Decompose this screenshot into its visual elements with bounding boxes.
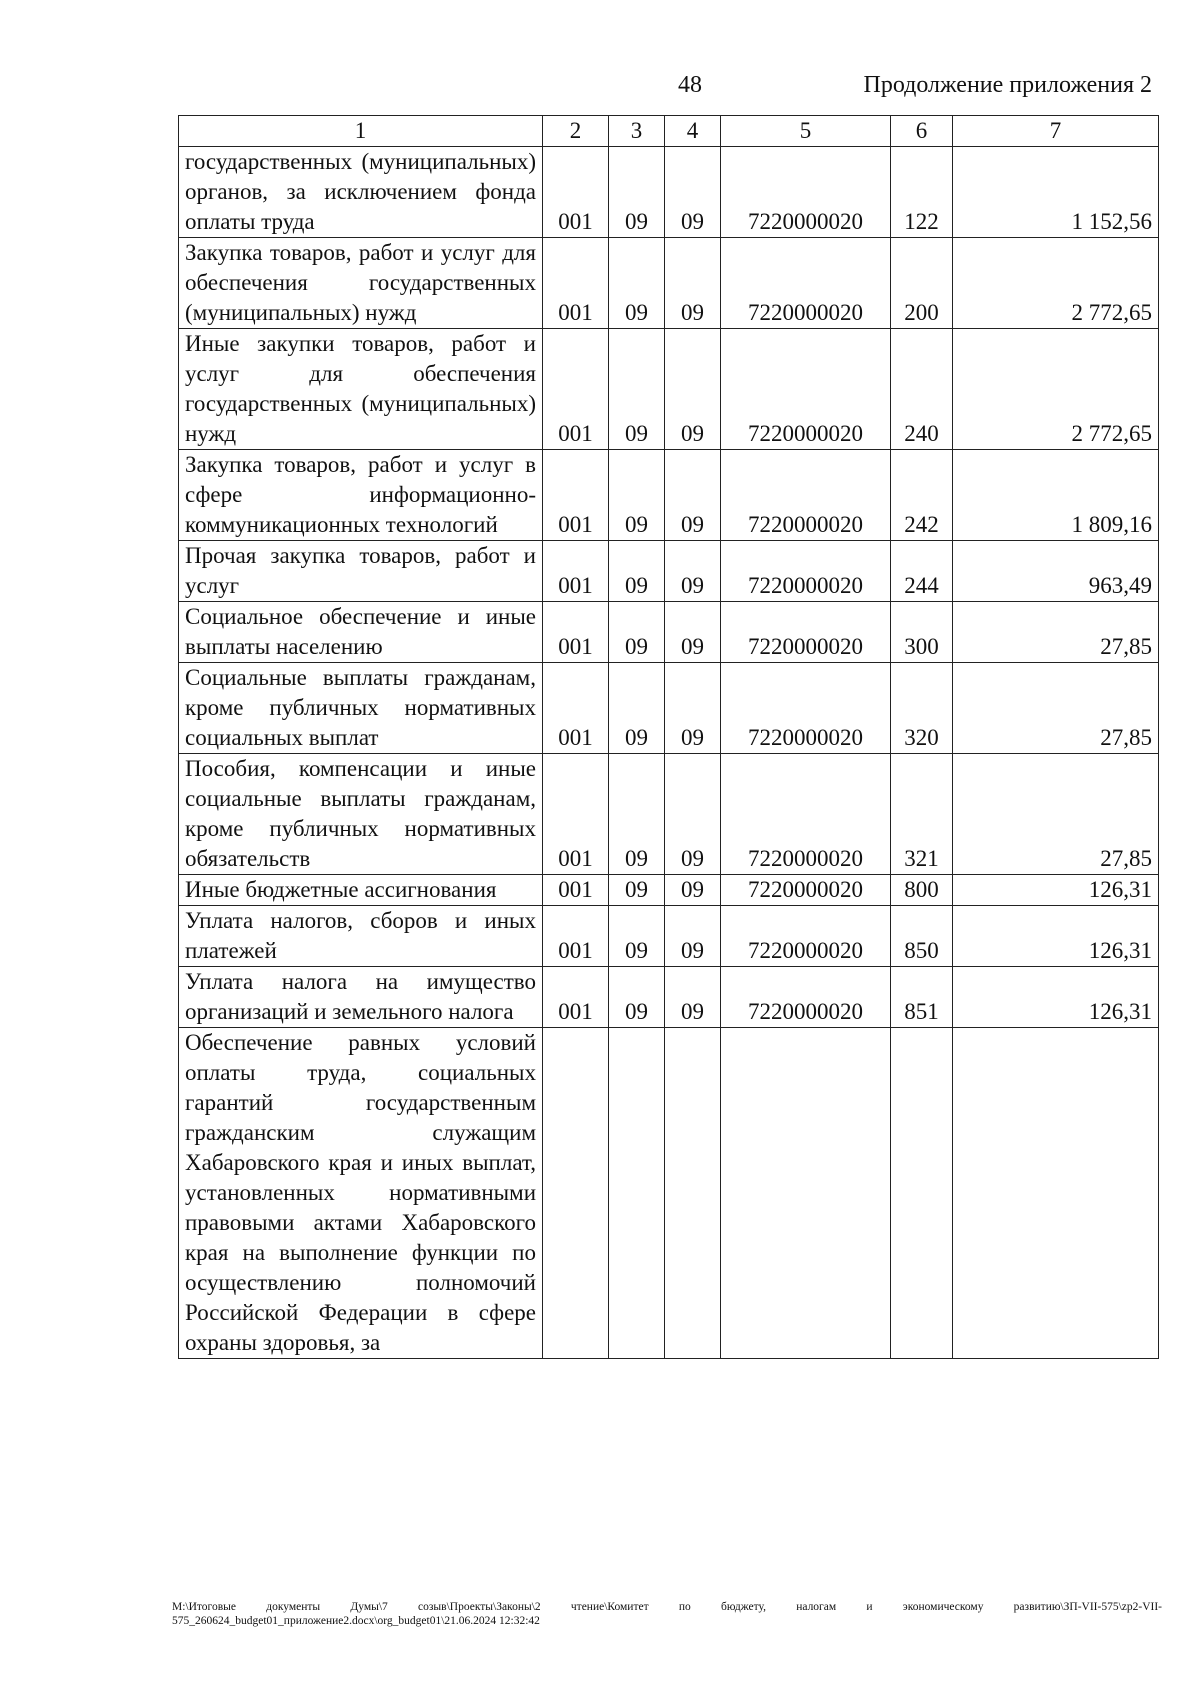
row-section-cell (609, 1028, 665, 1359)
row-name-cell: Иные бюджетные ассигнования (179, 875, 543, 906)
page-number: 48 (678, 72, 702, 98)
row-expense-type-cell: 240 (891, 329, 953, 450)
column-header: 1 (179, 116, 543, 147)
row-target-article-cell: 7220000020 (721, 906, 891, 967)
row-section-cell: 09 (609, 663, 665, 754)
table-row (179, 541, 1159, 602)
row-subsection-cell: 09 (665, 329, 721, 450)
row-subsection-cell: 09 (665, 450, 721, 541)
table-header-row (179, 116, 1159, 147)
row-target-article-cell: 7220000020 (721, 663, 891, 754)
row-subsection-cell: 09 (665, 602, 721, 663)
row-amount-cell: 27,85 (953, 663, 1159, 754)
row-expense-type-cell: 122 (891, 147, 953, 238)
row-amount-cell: 1 809,16 (953, 450, 1159, 541)
table-row (179, 602, 1159, 663)
row-subsection-cell: 09 (665, 663, 721, 754)
column-header: 7 (953, 116, 1159, 147)
row-expense-type-cell: 244 (891, 541, 953, 602)
row-section-cell: 09 (609, 147, 665, 238)
file-path-footer: M:\Итоговые документы Думы\7 созыв\Проекты\Законы\2 чтение\Комитет по бюджету, налогам и экономическому развитию\ЗП-VII-575\zp2-VII-575_260624_budget01_приложение2.docx\org_budget01\21.06.2024 12:32:42 (172, 1601, 1162, 1627)
row-name-cell: Прочая закупка товаров, работ и услуг (179, 541, 543, 602)
table-row (179, 754, 1159, 875)
row-section-cell: 09 (609, 329, 665, 450)
table-row (179, 450, 1159, 541)
table-row (179, 238, 1159, 329)
column-header: 4 (665, 116, 721, 147)
row-subsection-cell: 09 (665, 147, 721, 238)
row-admin-code-cell: 001 (543, 875, 609, 906)
row-target-article-cell (721, 1028, 891, 1359)
row-amount-cell: 2 772,65 (953, 329, 1159, 450)
row-subsection-cell: 09 (665, 754, 721, 875)
table-row (179, 329, 1159, 450)
row-target-article-cell: 7220000020 (721, 329, 891, 450)
column-header: 3 (609, 116, 665, 147)
row-admin-code-cell: 001 (543, 450, 609, 541)
row-name-cell: Пособия, компенсации и иные социальные выплаты гражданам, кроме публичных нормативных обязательств (179, 754, 543, 875)
row-target-article-cell: 7220000020 (721, 238, 891, 329)
row-admin-code-cell: 001 (543, 329, 609, 450)
row-section-cell: 09 (609, 875, 665, 906)
row-admin-code-cell: 001 (543, 663, 609, 754)
row-admin-code-cell: 001 (543, 541, 609, 602)
row-name-cell: Обеспечение равных условий оплаты труда, социальных гарантий государственным гражданским служащим Хабаровского края и иных выплат, установленных нормативными правовыми актами Хабаровского края на выполнение функции по осуществлению полномочий Российской Федерации в сфере охраны здоровья, за (179, 1028, 543, 1359)
row-target-article-cell: 7220000020 (721, 541, 891, 602)
budget-table (178, 115, 1159, 1359)
row-subsection-cell: 09 (665, 541, 721, 602)
row-name-cell: Уплата налогов, сборов и иных платежей (179, 906, 543, 967)
continuation-title: Продолжение приложения 2 (863, 72, 1152, 98)
row-name-cell: государственных (муниципальных) органов, за исключением фонда оплаты труда (179, 147, 543, 238)
row-subsection-cell: 09 (665, 875, 721, 906)
row-target-article-cell: 7220000020 (721, 450, 891, 541)
row-expense-type-cell: 320 (891, 663, 953, 754)
table-body (179, 147, 1159, 1359)
row-amount-cell: 126,31 (953, 906, 1159, 967)
row-admin-code-cell: 001 (543, 906, 609, 967)
row-amount-cell: 126,31 (953, 875, 1159, 906)
row-target-article-cell: 7220000020 (721, 602, 891, 663)
row-target-article-cell: 7220000020 (721, 754, 891, 875)
table-row (179, 967, 1159, 1028)
table-row (179, 1028, 1159, 1359)
row-section-cell: 09 (609, 450, 665, 541)
row-amount-cell: 27,85 (953, 754, 1159, 875)
row-admin-code-cell: 001 (543, 967, 609, 1028)
row-admin-code-cell: 001 (543, 754, 609, 875)
row-expense-type-cell (891, 1028, 953, 1359)
row-name-cell: Закупка товаров, работ и услуг для обеспечения государственных (муниципальных) нужд (179, 238, 543, 329)
row-amount-cell (953, 1028, 1159, 1359)
row-admin-code-cell: 001 (543, 147, 609, 238)
row-admin-code-cell: 001 (543, 238, 609, 329)
table-row (179, 906, 1159, 967)
row-target-article-cell: 7220000020 (721, 967, 891, 1028)
row-expense-type-cell: 242 (891, 450, 953, 541)
row-admin-code-cell: 001 (543, 602, 609, 663)
row-name-cell: Социальное обеспечение и иные выплаты населению (179, 602, 543, 663)
row-section-cell: 09 (609, 967, 665, 1028)
table-row (179, 875, 1159, 906)
row-expense-type-cell: 850 (891, 906, 953, 967)
row-section-cell: 09 (609, 906, 665, 967)
row-amount-cell: 963,49 (953, 541, 1159, 602)
row-amount-cell: 27,85 (953, 602, 1159, 663)
row-subsection-cell (665, 1028, 721, 1359)
row-name-cell: Социальные выплаты гражданам, кроме публичных нормативных социальных выплат (179, 663, 543, 754)
row-section-cell: 09 (609, 602, 665, 663)
column-header: 5 (721, 116, 891, 147)
row-section-cell: 09 (609, 541, 665, 602)
row-target-article-cell: 7220000020 (721, 875, 891, 906)
row-amount-cell: 1 152,56 (953, 147, 1159, 238)
row-section-cell: 09 (609, 754, 665, 875)
row-expense-type-cell: 200 (891, 238, 953, 329)
row-subsection-cell: 09 (665, 906, 721, 967)
row-section-cell: 09 (609, 238, 665, 329)
row-expense-type-cell: 851 (891, 967, 953, 1028)
table-row (179, 147, 1159, 238)
row-amount-cell: 126,31 (953, 967, 1159, 1028)
row-expense-type-cell: 800 (891, 875, 953, 906)
row-amount-cell: 2 772,65 (953, 238, 1159, 329)
row-name-cell: Уплата налога на имущество организаций и земельного налога (179, 967, 543, 1028)
row-name-cell: Иные закупки товаров, работ и услуг для обеспечения государственных (муниципальных) нужд (179, 329, 543, 450)
table-row (179, 663, 1159, 754)
row-target-article-cell: 7220000020 (721, 147, 891, 238)
row-admin-code-cell (543, 1028, 609, 1359)
row-subsection-cell: 09 (665, 238, 721, 329)
column-header: 2 (543, 116, 609, 147)
row-expense-type-cell: 321 (891, 754, 953, 875)
row-expense-type-cell: 300 (891, 602, 953, 663)
column-header: 6 (891, 116, 953, 147)
row-name-cell: Закупка товаров, работ и услуг в сфере информационно-коммуникационных технологий (179, 450, 543, 541)
row-subsection-cell: 09 (665, 967, 721, 1028)
